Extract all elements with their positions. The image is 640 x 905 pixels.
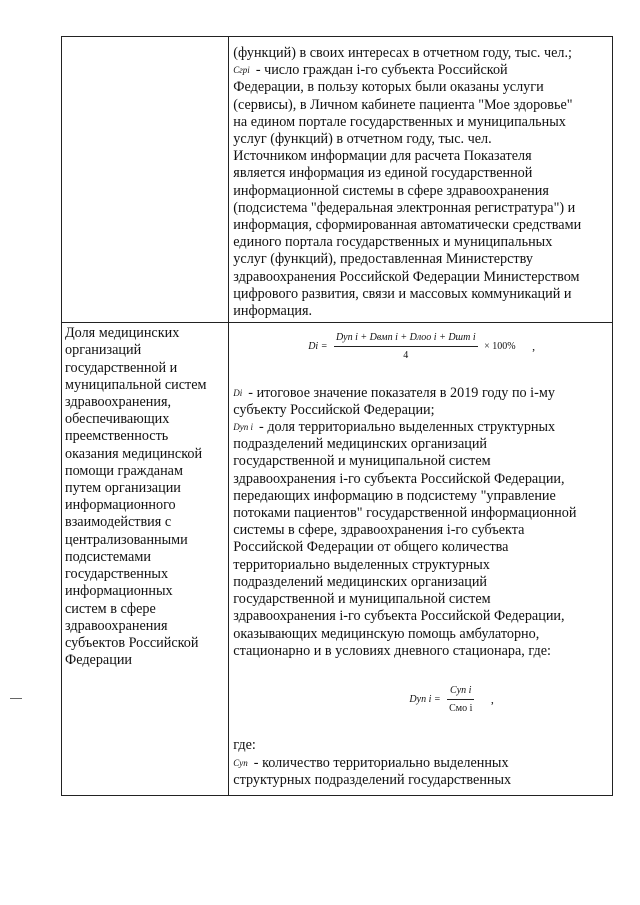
indicator-name-line: организаций [65,342,142,359]
indicator-name-line: помощи гражданам [65,462,183,479]
text-line: структурных подразделений государственных [233,771,512,788]
formula-fraction [334,329,478,364]
text-line: информация, сформированная автоматически средствами [233,217,582,234]
main-formula [233,329,610,364]
indicator-name-line: муниципальной систем [65,376,207,393]
indicator-name-line: Федерации [65,652,133,669]
table-row-continuation [62,37,613,323]
text-line: (функций) в своих интересах в отчетном году, тыс. чел.; [233,45,572,61]
indicator-name-line: Доля медицинских [65,325,180,342]
indicator-name-line: оказания медицинской [65,445,203,462]
text-line: стационарно и в условиях дневного стационара, где: [233,642,551,659]
text-line: передающих информацию в подсистему "управление [233,487,556,504]
text-line: Dуп i - доля территориально выделенных структурных [233,419,556,436]
table-row-indicator [62,323,613,796]
text-line: цифрового развития, связи и массовых коммуникаций и [233,285,572,302]
text-line: подразделений медицинских организаций [233,573,488,590]
text-line: является информация из единой государственной [233,165,533,182]
formula-lhs: Di = [308,341,328,353]
indicator-name-line: централизованными [65,531,188,548]
formula-multiplier: × 100% [484,341,516,353]
symbol-c-gr: Cгрi [233,65,250,76]
text-line: Cгрi - число граждан i-го субъекта Российской [233,62,508,79]
text-line: здравоохранения i-го субъекта Российской Федерации, [233,470,565,487]
indicator-name-line: путем организации [65,480,181,497]
indicator-name-line: систем в сфере [65,600,156,617]
sub-formula-numerator: Cуп i [447,682,474,700]
indicator-name-line: здравоохранения, [65,394,172,411]
symbol-c-up: Cуп [233,757,248,768]
indicator-name-line: государственных [65,566,169,583]
continuation-left-cell [62,37,229,323]
text-line: информация. [233,303,313,320]
sub-formula-lhs: Dуп i = [409,694,441,705]
formula-numerator: Dуп i + Dвмп i + Dлоо i + Dшт i [334,329,478,347]
text-line: услуг (функций), предоставленная Министерству [233,251,533,268]
symbol-d-upi: Dуп i [233,422,254,433]
text-line: государственной и муниципальной систем [233,591,491,608]
indicator-name-line: информационных [65,583,173,600]
text-line: системы в сфере, здравоохранения i-го субъекта [233,522,525,539]
text-line: территориально выделенных структурных [233,556,490,573]
text-line: потоками пациентов" государственной информационной [233,505,577,522]
indicator-name-line: государственной и [65,359,178,376]
text-line: подразделений медицинских организаций [233,436,488,453]
text-line: единого портала государственных и муниципальных [233,234,553,251]
sub-formula [293,682,610,717]
text-line: Источником информации для расчета Показателя [233,148,532,165]
formula-denominator: 4 [403,350,409,362]
indicator-name-line: преемственность [65,428,169,445]
margin-dash [10,698,22,699]
text-line: где: [233,737,256,754]
continuation-right-cell [229,37,613,323]
text-line: Di - итоговое значение показателя в 2019 году по i-му [233,384,555,401]
text-line: Российской Федерации от общего количества [233,539,509,556]
text-line: здравоохранения i-го субъекта Российской Федерации, [233,608,565,625]
text-line: здравоохранения Российской Федерации Министерством [233,268,580,285]
symbol-d-i: Di [233,387,243,398]
text-line: на едином портале государственных и муниципальных [233,113,566,130]
indicator-name-cell [62,323,229,796]
sub-formula-comma: , [490,692,494,706]
sub-formula-denominator: Cмо i [449,703,473,715]
text-line: субъекту Российской Федерации; [233,401,435,418]
text-line: Cуп - количество территориально выделенных [233,754,509,771]
indicator-method-cell [229,323,613,796]
indicator-name-line: подсистемами [65,548,151,565]
text-line: оказывающих медицинскую помощь амбулаторно, [233,625,540,642]
text-line: государственной и муниципальной систем [233,453,491,470]
indicator-name-line: обеспечивающих [65,411,170,428]
indicator-name-line: субъектов Российской [65,634,199,651]
formula-comma: , [532,339,536,354]
indicator-table [61,36,613,796]
text-line: Федерации, в пользу которых были оказаны услуги [233,79,544,96]
text-line: (подсистема "федеральная электронная регистратура") и [233,199,576,216]
text-line: информационной системы в сфере здравоохранения [233,182,549,199]
indicator-name-line: здравоохранения [65,617,168,634]
sub-formula-fraction [447,682,474,717]
indicator-name-line: информационного [65,497,176,514]
text-line: (сервисы), в Личном кабинете пациента "Мое здоровье" [233,96,573,113]
indicator-name-line: взаимодействия с [65,514,172,531]
text-line: услуг (функций) в отчетном году, тыс. чел. [233,131,492,148]
